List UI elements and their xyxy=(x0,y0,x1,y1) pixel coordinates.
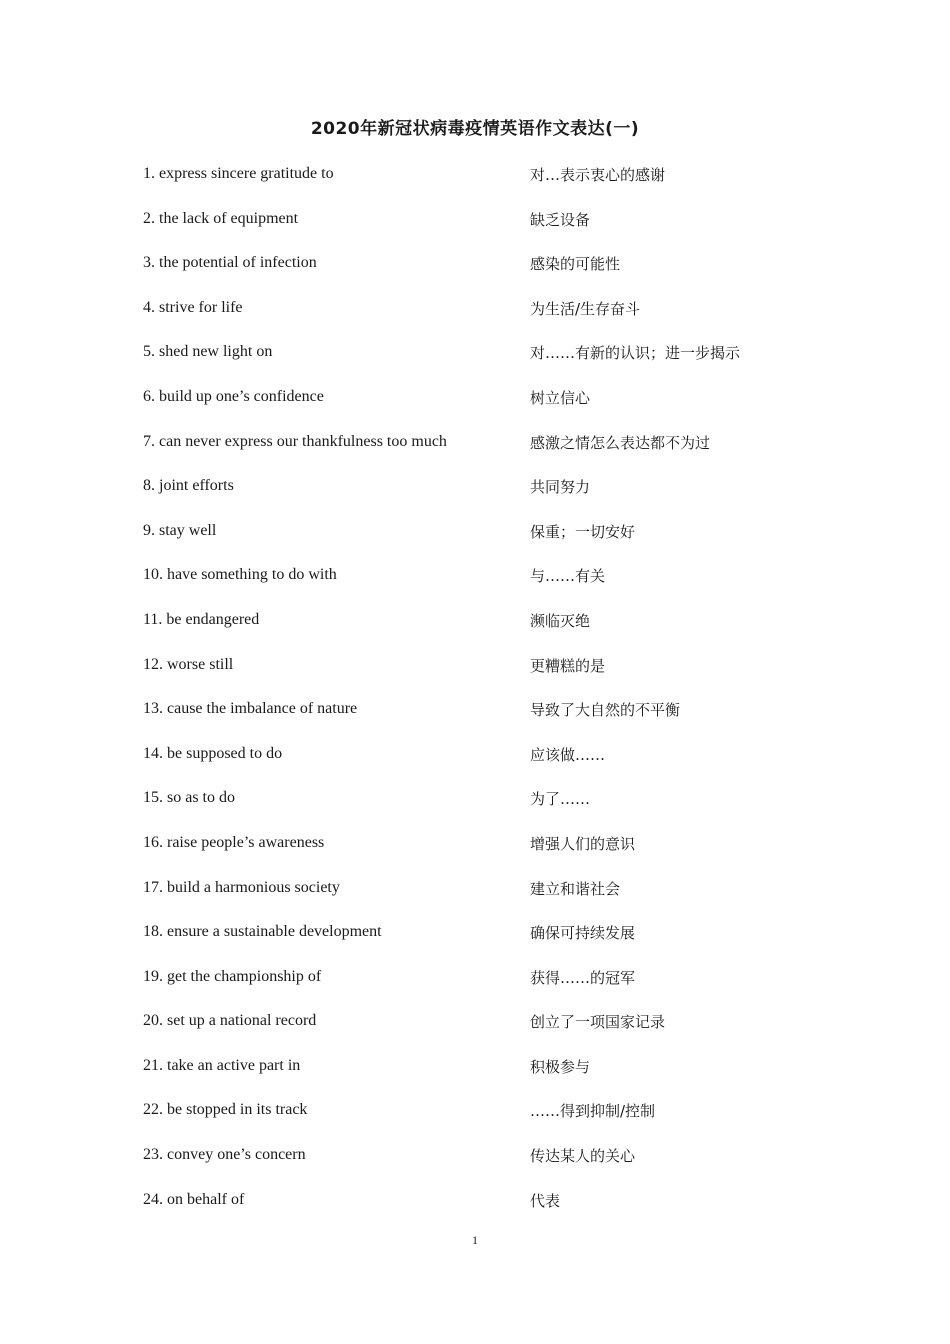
english-phrase: 3. the potential of infection xyxy=(143,254,317,272)
english-phrase: 18. ensure a sustainable development xyxy=(143,923,382,941)
english-phrase: 10. have something to do with xyxy=(143,566,337,584)
english-phrase: 5. shed new light on xyxy=(143,343,273,361)
phrase-list xyxy=(0,162,950,1232)
english-phrase: 12. worse still xyxy=(143,655,234,673)
chinese-translation: 共同努力 xyxy=(530,478,591,497)
chinese-translation: 为生活/生存奋斗 xyxy=(530,299,641,318)
chinese-translation: 对…表示衷心的感谢 xyxy=(530,166,666,184)
english-phrase: 11. be endangered xyxy=(143,610,260,628)
list-item xyxy=(0,1098,950,1143)
english-phrase: 13. cause the imbalance of nature xyxy=(143,700,358,718)
english-phrase: 14. be supposed to do xyxy=(143,744,283,762)
english-phrase: 22. be stopped in its track xyxy=(143,1101,308,1119)
english-phrase: 6. build up one’s confidence xyxy=(143,387,324,405)
list-item xyxy=(0,697,950,742)
chinese-translation: 濒临灭绝 xyxy=(530,611,591,630)
chinese-translation: 对……有新的认识；进一步揭示 xyxy=(530,344,741,363)
list-item xyxy=(0,385,950,430)
english-phrase: 9. stay well xyxy=(143,521,217,539)
chinese-translation: 积极参与 xyxy=(530,1057,591,1076)
english-phrase: 15. so as to do xyxy=(143,789,235,807)
list-item xyxy=(0,1054,950,1099)
list-item xyxy=(0,162,950,207)
list-item xyxy=(0,207,950,252)
page-number: 1 xyxy=(472,1233,478,1247)
english-phrase: 8. joint efforts xyxy=(143,477,234,495)
english-phrase: 23. convey one’s concern xyxy=(143,1146,306,1164)
english-phrase: 16. raise people’s awareness xyxy=(143,833,325,851)
chinese-translation: 创立了一项国家记录 xyxy=(530,1013,666,1032)
english-phrase: 7. can never express our thankfulness too much xyxy=(143,432,447,450)
list-item xyxy=(0,519,950,564)
chinese-translation: 与……有关 xyxy=(530,567,606,586)
list-item xyxy=(0,474,950,519)
chinese-translation: 感染的可能性 xyxy=(530,255,621,274)
chinese-translation: 增强人们的意识 xyxy=(530,834,636,853)
chinese-translation: 更糟糕的是 xyxy=(530,656,606,675)
english-phrase: 2. the lack of equipment xyxy=(143,209,299,227)
list-item xyxy=(0,1009,950,1054)
chinese-translation: ……得到抑制/控制 xyxy=(530,1102,656,1121)
chinese-translation: 建立和谐社会 xyxy=(530,879,621,898)
list-item xyxy=(0,608,950,653)
list-item xyxy=(0,831,950,876)
list-item xyxy=(0,786,950,831)
chinese-translation: 为了…… xyxy=(530,790,591,809)
list-item xyxy=(0,251,950,296)
list-item xyxy=(0,876,950,921)
list-item xyxy=(0,563,950,608)
list-item xyxy=(0,296,950,341)
chinese-translation: 导致了大自然的不平衡 xyxy=(530,701,681,720)
list-item xyxy=(0,742,950,787)
list-item xyxy=(0,1188,950,1233)
english-phrase: 1. express sincere gratitude to xyxy=(143,165,334,182)
chinese-translation: 代表 xyxy=(530,1191,561,1210)
chinese-translation: 保重；一切安好 xyxy=(530,522,636,541)
chinese-translation: 应该做…… xyxy=(530,745,606,764)
list-item xyxy=(0,340,950,385)
list-item xyxy=(0,965,950,1010)
list-item xyxy=(0,430,950,475)
chinese-translation: 树立信心 xyxy=(530,388,591,407)
chinese-translation: 缺乏设备 xyxy=(530,210,591,229)
english-phrase: 19. get the championship of xyxy=(143,967,322,985)
list-item xyxy=(0,653,950,698)
list-item xyxy=(0,1143,950,1188)
chinese-translation: 确保可持续发展 xyxy=(530,924,636,943)
page-title: 2020年新冠状病毒疫情英语作文表达(一) xyxy=(310,119,640,139)
chinese-translation: 传达某人的关心 xyxy=(530,1147,636,1166)
chinese-translation: 获得……的冠军 xyxy=(530,968,636,987)
english-phrase: 20. set up a national record xyxy=(143,1012,317,1030)
english-phrase: 21. take an active part in xyxy=(143,1056,301,1074)
english-phrase: 4. strive for life xyxy=(143,298,243,316)
english-phrase: 17. build a harmonious society xyxy=(143,878,340,896)
chinese-translation: 感激之情怎么表达都不为过 xyxy=(530,433,711,452)
list-item xyxy=(0,920,950,965)
english-phrase: 24. on behalf of xyxy=(143,1190,245,1208)
